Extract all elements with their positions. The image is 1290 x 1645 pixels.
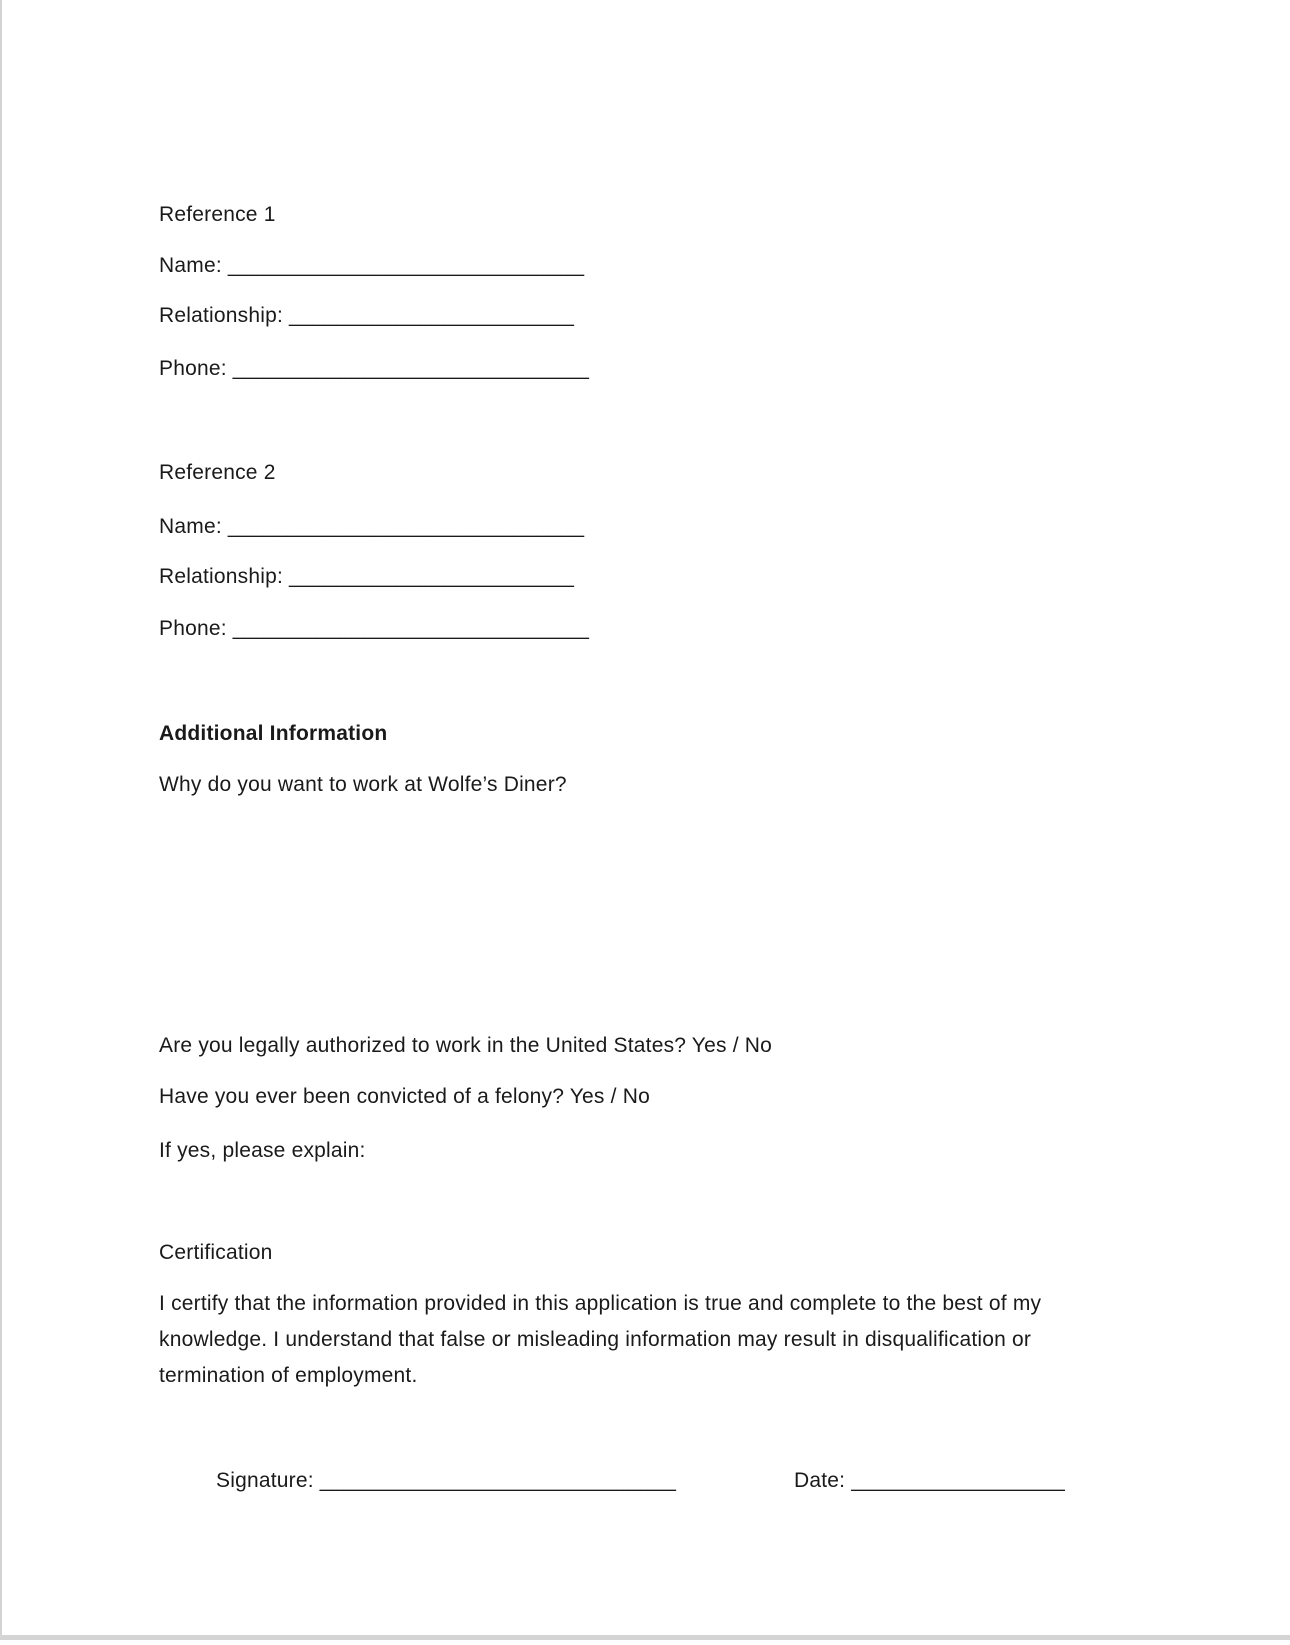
reference-2-relationship-field[interactable]: Relationship: ________________________ xyxy=(159,565,575,588)
date-field[interactable]: Date: __________________ xyxy=(794,1469,1066,1492)
signature-field[interactable]: Signature: ______________________________ xyxy=(216,1469,677,1492)
felony-question: Have you ever been convicted of a felony? Yes / No xyxy=(159,1085,650,1108)
why-work-question: Why do you want to work at Wolfe’s Diner? xyxy=(159,773,567,796)
explain-prompt: If yes, please explain: xyxy=(159,1139,366,1162)
additional-information-heading: Additional Information xyxy=(159,722,388,745)
reference-1-phone-field[interactable]: Phone: ______________________________ xyxy=(159,357,590,380)
reference-1-heading: Reference 1 xyxy=(159,203,276,226)
reference-2-heading: Reference 2 xyxy=(159,461,276,484)
work-authorization-question: Are you legally authorized to work in the United States? Yes / No xyxy=(159,1034,773,1057)
certification-statement: I certify that the information provided in this application is true and complete to the best of my knowledge. I understand that false or misleading information may result in disqualification or termination of employment. xyxy=(159,1292,1042,1387)
reference-2-name-field[interactable]: Name: ______________________________ xyxy=(159,515,585,538)
reference-1-relationship-field[interactable]: Relationship: ________________________ xyxy=(159,304,575,327)
certification-heading: Certification xyxy=(159,1241,273,1264)
reference-2-phone-field[interactable]: Phone: ______________________________ xyxy=(159,617,590,640)
reference-1-name-field[interactable]: Name: ______________________________ xyxy=(159,254,585,277)
